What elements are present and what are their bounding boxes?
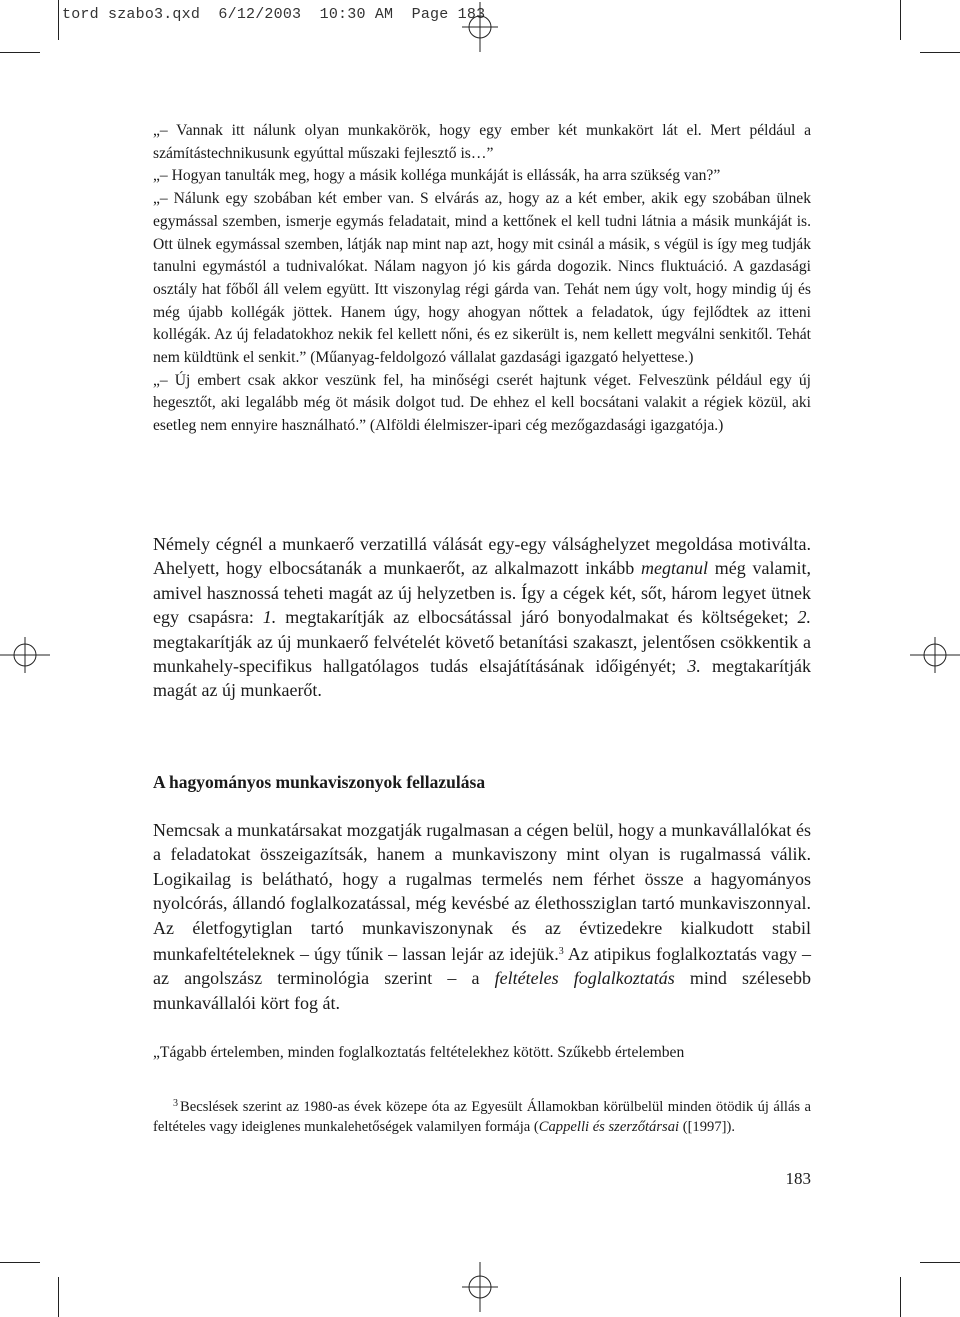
body-italic: feltételes foglalkoztatás (494, 968, 675, 989)
body-italic: megtanul (640, 558, 708, 579)
body-text: mind szélesebb munkavállalói kört fog át. (153, 968, 811, 1013)
interview-quotes (153, 120, 811, 438)
body-paragraph-2 (153, 818, 811, 1015)
quote-paragraph: „– Nálunk egy szobában két ember van. S elvárás az, hogy az a két ember, akik egy szobában ülnek egymással szemben, ismerje egymás feladatait, mind a kettőnek el kell tudni látnia a másik munkáját is. Ott ülnek egymással szemben, látják nap mint nap azt, hogy mit csinál a másik, s végül is így meg tudják tanulni egymástól a tudnivalókat. Nálam nagyon jó kis gárda dogozik. Nincs fluktuáció. A gazdasági osztály hat főből áll velem együtt. Itt viszonylag régi gárda van. Tehát nem úgy volt, hogy mindig új és még újabb kollégák jöttek. Hanem úgy, hogy ahogyan nőttek a feladatok, úgy fejlődtek az itteni kollégák. Az új feladatokhoz nekik fel kellett nőni, és ez sikerült is, nem kellett megválni senkitől. Tehát nem küldtünk el senkit.” (Műanyag-feldolgozó vállalat gazdasági igazgató helyettese.) (153, 190, 811, 367)
footnote (153, 1094, 811, 1137)
quote-paragraph: „– Új embert csak akkor veszünk fel, ha minőségi cserét hajtunk véget. Felveszünk például egy új hegesztőt, aki legalább még öt másik dolgot tud. De ehhez el kell bocsátani valakit a régiek közül, aki esetleg nem ennyire használható.” (Alföldi élelmiszer-ipari cég mezőgazdasági igazgatója.) (153, 371, 811, 435)
footnote-text: ([1997]). (679, 1118, 735, 1135)
footnote-ref: 3 (558, 946, 564, 958)
body-text: még valamit, amivel hasznossá teheti magát az új helyzetben is. Így a cégek két, sőt, három legyet ütnek egy csapásra: (153, 558, 811, 628)
body-paragraph-3 (153, 1042, 811, 1065)
slug-line: tord szabo3.qxd 6/12/2003 10:30 AM Page 183 (62, 6, 486, 23)
body-text: Némely cégnél a munkaerő verzatillá válását egy-egy válsághelyzet megoldása motiválta. Ahelyett, hogy elbocsátanák a munkaerőt, az alkalmazott inkább (153, 534, 811, 579)
list-number: 2. (797, 607, 811, 628)
registration-mark-bottom (460, 1262, 500, 1312)
list-number: 3. (687, 656, 701, 677)
quote-paragraph: „– Hogyan tanulták meg, hogy a másik kolléga munkáját is ellássák, ha arra szükség van?” (153, 167, 721, 185)
body-paragraph-1 (153, 532, 811, 703)
quote-paragraph: „– Vannak itt nálunk olyan munkakörök, hogy egy ember két munkakört lát el. Mert például a számítástechnikusunk egyúttal műszaki fejlesztő is…” (153, 122, 811, 162)
footnote-number: 3 (173, 1098, 178, 1109)
registration-mark-right (910, 635, 960, 675)
page-number: 183 (785, 1169, 811, 1188)
registration-mark-top (460, 2, 500, 52)
body-text: Nemcsak a munkatársakat mozgatják rugalmasan a cégen belül, hogy a munkavállalókat és a feladatokat összeigazítsák, hanem a munkaviszony mint olyan is rugalmassá válik. Logikailag is belátható, hogy a rugalmas termelés nem férhet össze a hagyományos nyolcórás, állandó foglalkozatással, még kevésbé az élethossziglan tartó munkaviszonnyal. Az életfogytiglan tartó munkaviszonynak és az évtizedekre kialkudott stabil munkafeltételeknek – úgy tűnik – lassan lejár az idejük. (153, 820, 811, 965)
body-text: „Tágabb értelemben, minden foglalkoztatás feltételekhez kötött. Szűkebb értelemben (153, 1044, 685, 1061)
body-text: megtakarítják az új munkaerő felvételét követő betanítási szakaszt, jelentősen csökkentik a munkahely-specifikus hallgatólagos tudás elsajátításának időigényét; (153, 631, 811, 677)
section-heading: A hagyományos munkaviszonyok fellazulása (153, 772, 486, 792)
body-text: Az atipikus foglalkoztatás vagy – az angolszász terminológia szerint – a (153, 944, 811, 989)
list-number: 1. (262, 607, 277, 628)
body-text: megtakarítják magát az új munkaerőt. (153, 656, 811, 701)
footnote-text: Becslések szerint az 1980-as évek közepe óta az Egyesült Államokban körülbelül minden ötödik új állás a feltételes vagy ideiglenes munkalehetőségek valamilyen formája ( (153, 1099, 811, 1135)
body-text: megtakarítják az elbocsátással járó bonyodalmakat és költségeket; (276, 607, 798, 628)
footnote-italic: Cappelli és szerzőtársai (538, 1118, 680, 1135)
registration-mark-left (0, 635, 50, 675)
